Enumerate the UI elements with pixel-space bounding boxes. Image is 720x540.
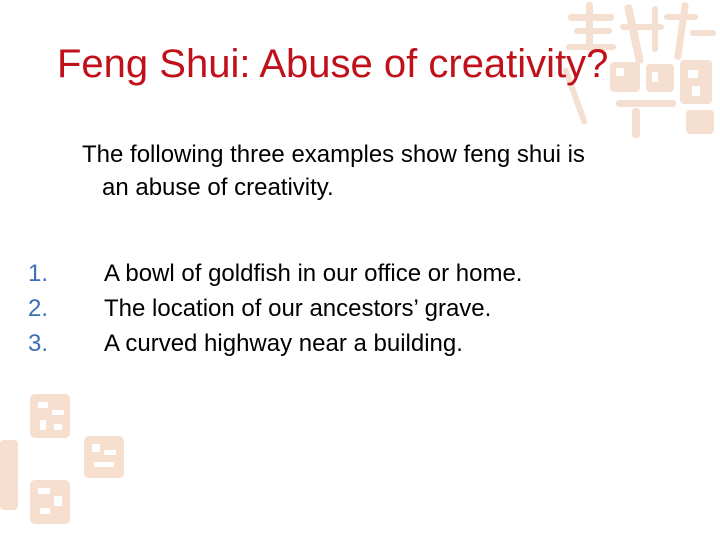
slide-title: Feng Shui: Abuse of creativity?	[57, 42, 609, 86]
list-number: 2.	[28, 295, 49, 322]
list-text: A curved highway near a building.	[104, 330, 463, 357]
list-text: The location of our ancestors’ grave.	[104, 295, 492, 322]
intro-text	[82, 138, 682, 204]
list-number: 3.	[28, 330, 49, 357]
list-number: 1.	[28, 260, 49, 287]
list-text: A bowl of goldfish in our office or home.	[104, 260, 523, 287]
intro-line-1: The following three examples show feng shui is	[82, 141, 585, 168]
seal-stamp-decoration	[0, 380, 140, 540]
intro-line-2: an abuse of creativity.	[102, 174, 334, 201]
